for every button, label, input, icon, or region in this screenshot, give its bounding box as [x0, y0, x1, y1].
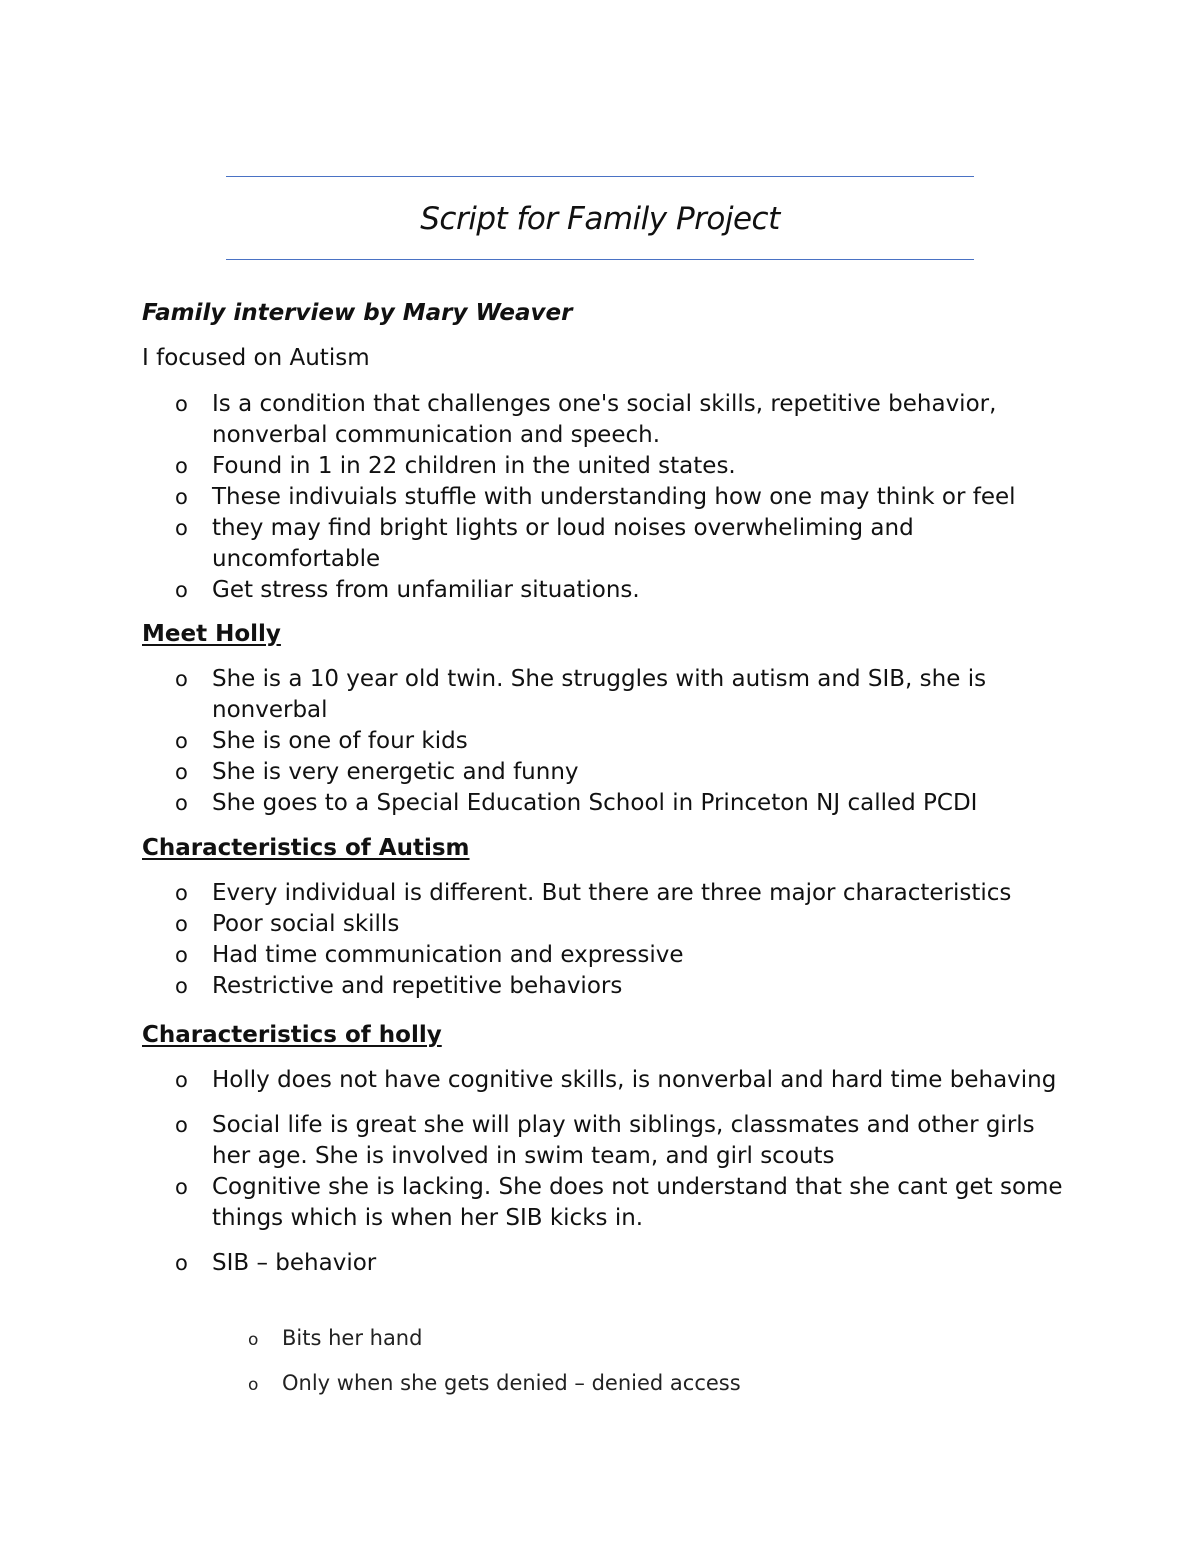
bullet-icon: o — [175, 1068, 188, 1092]
bullet-icon: o — [175, 881, 188, 905]
list-item: o Found in 1 in 22 children in the united states. — [142, 451, 1072, 482]
section-heading-meet-holly: Meet Holly — [142, 621, 281, 647]
characteristics-of-holly-list — [142, 1065, 1072, 1279]
list-item: o Cognitive she is lacking. She does not understand that she cant get some things which is when her SIB kicks in. — [175, 1174, 1063, 1231]
bullet-icon: o — [175, 392, 188, 416]
section-heading-characteristics-of-holly: Characteristics of holly — [142, 1022, 442, 1048]
list-item: o Get stress from unfamiliar situations. — [142, 575, 1072, 606]
bullet-icon: o — [175, 943, 188, 967]
bullet-icon: o — [175, 1251, 188, 1275]
intro-list — [142, 389, 1072, 606]
list-item: o Is a condition that challenges one's social skills, repetitive behavior, nonverbal communication and speech. — [175, 391, 997, 448]
bullet-icon: o — [175, 454, 188, 478]
list-item: o She is a 10 year old twin. She struggles with autism and SIB, she is nonverbal — [175, 666, 987, 723]
bullet-icon: o — [175, 912, 188, 936]
meet-holly-list — [142, 664, 1072, 819]
bullet-icon: o — [175, 974, 188, 998]
bullet-icon: o — [175, 729, 188, 753]
intro-text: I focused on Autism — [142, 345, 370, 371]
list-item: o Every individual is different. But there are three major characteristics — [142, 878, 1072, 909]
document-subtitle: Family interview by Mary Weaver — [142, 300, 573, 326]
list-item: o Only when she gets denied – denied access — [212, 1368, 1012, 1398]
bullet-icon: o — [175, 578, 188, 602]
bullet-icon: o — [248, 1375, 259, 1395]
list-item: o Had time communication and expressive — [142, 940, 1072, 971]
bullet-icon: o — [175, 760, 188, 784]
list-item: o SIB – behavior — [142, 1248, 1072, 1279]
bullet-icon: o — [175, 791, 188, 815]
list-item: o they may find bright lights or loud noises overwheliming and uncomfortable — [175, 515, 914, 572]
list-item: o These indivuials stuffle with understanding how one may think or feel — [142, 482, 1072, 513]
list-item: o Bits her hand — [212, 1323, 1012, 1353]
bullet-icon: o — [175, 667, 188, 691]
list-item: o She is very energetic and funny — [142, 757, 1072, 788]
sib-behavior-sublist — [212, 1323, 1012, 1413]
list-item: o Restrictive and repetitive behaviors — [142, 971, 1072, 1002]
list-item: o She is one of four kids — [142, 726, 1072, 757]
list-item: o She goes to a Special Education School in Princeton NJ called PCDI — [142, 788, 1072, 819]
bullet-icon: o — [248, 1330, 259, 1350]
list-item: o Poor social skills — [142, 909, 1072, 940]
bullet-icon: o — [175, 516, 188, 540]
bullet-icon: o — [175, 1175, 188, 1199]
list-item: o Holly does not have cognitive skills, is nonverbal and hard time behaving — [142, 1065, 1072, 1096]
characteristics-of-autism-list — [142, 878, 1072, 1002]
bullet-icon: o — [175, 1113, 188, 1137]
title-rule-top — [226, 176, 974, 177]
list-item: o Social life is great she will play with siblings, classmates and other girls her age. She is involved in swim team, and girl scouts — [175, 1112, 1035, 1169]
bullet-icon: o — [175, 485, 188, 509]
document-title: Script for Family Project — [420, 201, 780, 237]
title-rule-bottom — [226, 259, 974, 260]
section-heading-characteristics-of-autism: Characteristics of Autism — [142, 835, 470, 861]
